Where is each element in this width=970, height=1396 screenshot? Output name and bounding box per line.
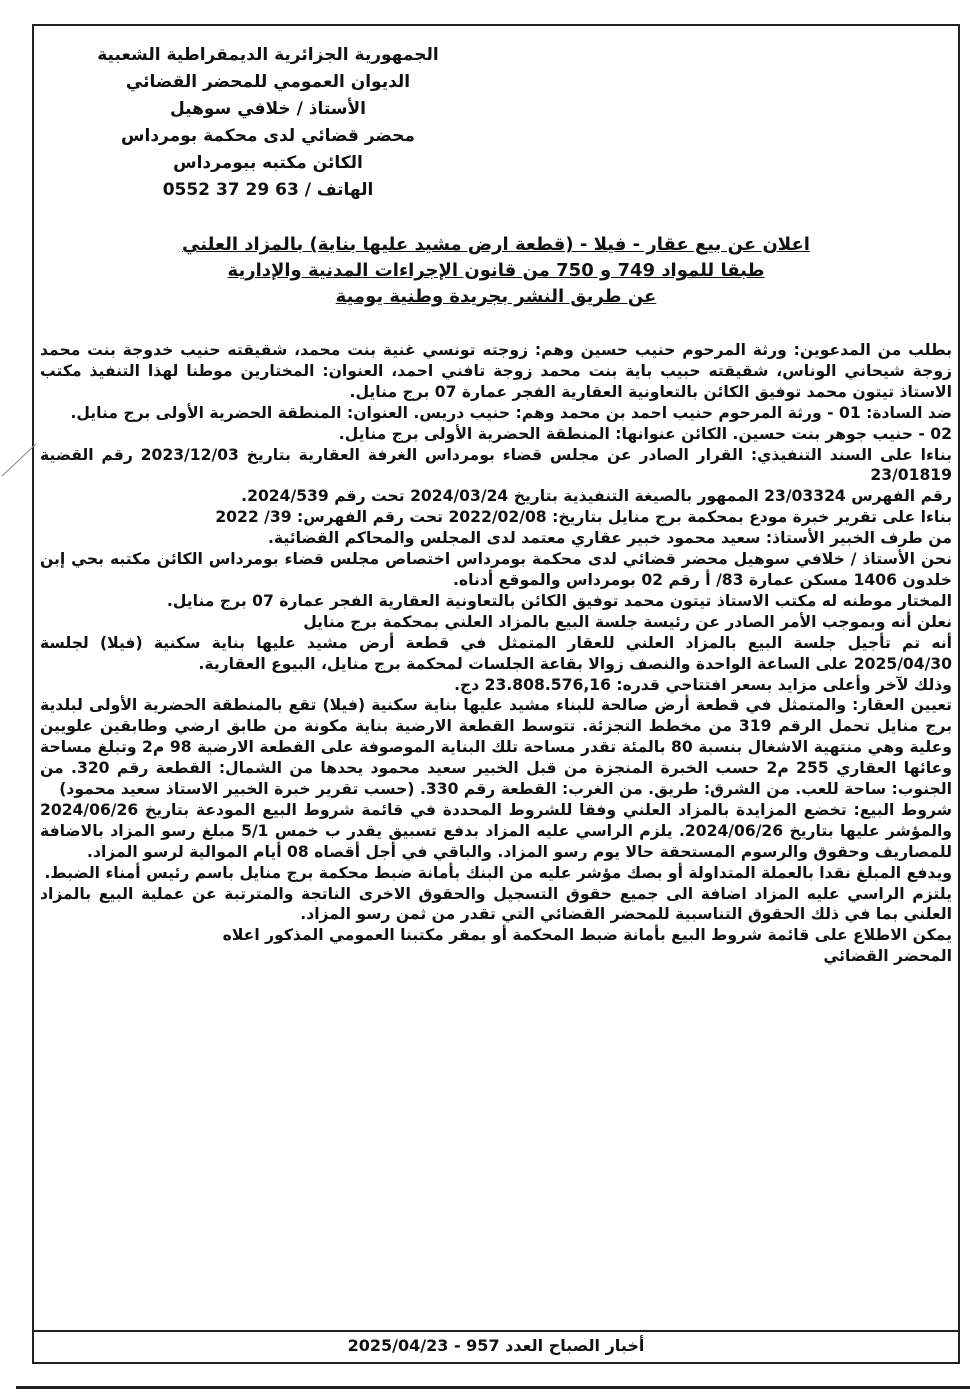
paragraph-obligations: يلتزم الراسي عليه المزاد اضافة الى جميع حقوق التسجيل والحقوق الاخرى الناتجة والمترتبة عن عملية البيع بالمزاد العلني بما في ذلك الحقوق التناسبية للمحضر القضائي التي تقدر من ثمن رسو المزاد.	[40, 884, 952, 924]
paragraph-sale-conditions: شروط البيع: تخضع المزايدة بالمزاد العلني وفقا للشروط المحددة في قائمة شروط البيع المودعة بتاريخ 2024/06/26 والمؤشر عليها بتاريخ 2024/06/26. يلزم الراسي عليه المزاد بدفع تسبيق يقدر ب خمس 5/1 مبلغ رسو المزاد بالاضافة للمصاريف وحقوق والرسوم المستحقة حالا يوم رسو المزاد. والباقي في أجل أقصاه 08 أيام الموالية لرسو المزاد.	[40, 800, 952, 861]
header-republic: الجمهورية الجزائرية الديمقراطية الشعبية	[97, 45, 439, 65]
paragraph-expert-report: بناءا على تقرير خبرة مودع بمحكمة برج منايل بتاريخ: 2022/02/08 تحت رقم الفهرس: 39/ 2022	[215, 508, 952, 527]
paragraph-consultation: يمكن الاطلاع على قائمة شروط البيع بأمانة ضبط المحكمة أو بمقر مكتبنا العمومي المذكور اعلاه	[222, 926, 952, 945]
paragraph-payment: ويدفع المبلغ نقدا بالعملة المتداولة أو بصك مؤشر عليه من البنك بأمانة ضبط محكمة برج منايل باسم رئيس أمناء الضبط.	[44, 863, 952, 882]
paragraph-defendants: ضد السادة: 01 - ورثة المرحوم حنيب احمد بن محمد وهم: حنيب دريس. العنوان: المنطقة الحضرية الأولى برج منايل.	[70, 403, 952, 422]
notice-frame	[32, 24, 960, 1364]
notice-body	[40, 340, 952, 967]
header-bailiff-name: الأستاذ / خلافي سوهيل	[170, 99, 366, 119]
paragraph-expert-name: من طرف الخبير الأستاذ: سعيد محمود خبير عقاري معتمد لدى المجلس والمحاكم القضائية.	[268, 529, 952, 548]
footer-divider	[34, 1330, 958, 1332]
header-phone: الهاتف / 63 29 37 0552	[162, 180, 374, 200]
header-location: الكائن مكتبه ببومرداس	[173, 153, 363, 173]
title-main: اعلان عن بيع عقار - فيلا - (قطعة ارض مشيد عليها بناية) بالمزاد العلني	[182, 234, 810, 255]
paragraph-postponement: أنه تم تأجيل جلسة البيع بالمزاد العلني للعقار المتمثل في قطعة أرض مشيد عليها بناية سكنية (فيلا) لجلسة 2025/04/30 على الساعة الواحدة والنصف زوالا بقاعة الجلسات لمحكمة برج منايل، البيوع العقارية.	[40, 633, 952, 673]
header-court: محضر قضائي لدى محكمة بومرداس	[121, 126, 415, 146]
signature: المحضر القضائي	[823, 947, 952, 966]
scan-artifact-mark	[0, 440, 40, 480]
notice-titles	[34, 232, 958, 310]
title-publication: عن طريق النشر بجريدة وطنية يومية	[335, 286, 657, 307]
paragraph-executive-title: بناءا على السند التنفيذي: القرار الصادر عن مجلس قضاء بومرداس الغرفة العقارية بتاريخ 2023/12/03 رقم القضية 23/01819	[40, 445, 953, 485]
paragraph-announcement: نعلن أنه وبموجب الأمر الصادر عن رئيسة جلسة البيع بالمزاد العلني بمحكمة برج منايل	[303, 612, 952, 631]
header-office: الديوان العمومي للمحضر القضائي	[125, 72, 411, 92]
publication-footer: أخبار الصباح العدد 957 - 2025/04/23	[347, 1336, 645, 1355]
page-bottom-border	[16, 1386, 970, 1389]
title-legal-basis: طبقا للمواد 749 و 750 من قانون الإجراءات المدنية والإدارية	[227, 260, 765, 281]
paragraph-defendant-2: 02 - حنيب جوهر بنت حسين. الكائن عنوانها: المنطقة الحضرية الأولى برج منايل.	[338, 424, 952, 443]
paragraph-property-description: تعيين العقار: والمتمثل في قطعة أرض صالحة للبناء مشيد عليها بناية سكنية (فيلا) تقع بالمنطقة الحضرية الأولى لبلدية برج منايل تحمل الرقم 319 من مخطط التجزئة. تتوسط القطعة الارضية بناية مكونة من طابق ارضي وطابقين علويين وعلية وهي منتهية الاشغال بنسبة 80 بالمئة تقدر مساحة تلك البناية الموصوفة على القطعة الارضية 98 م2 وتبلغ مساحة وعائها العقاري 255 م2 حسب الخبرة المنجزة من قبل الخبير سعيد محمود يحدها من الشمال: القطعة رقم 320. من الجنوب: ساحة للعب. من الشرق: طريق. من الغرب: القطعة رقم 330. (حسب تقرير خبرة الخبير الاستاذ سعيد محمود)	[40, 696, 953, 799]
paragraph-index-number: رقم الفهرس 23/03324 الممهور بالصيغة التنفيذية بتاريخ 2024/03/24 تحت رقم 2024/539.	[241, 487, 952, 506]
paragraph-domicile: المختار موطنه له مكتب الاستاذ تيتون محمد توفيق الكائن بالتعاونية العقارية الفجر عمارة 07 برج منايل.	[166, 591, 952, 610]
paragraph-opening-price: وذلك لآخر وأعلى مزايد بسعر افتتاحي قدره: 23.808.576,16 دج.	[454, 675, 952, 694]
paragraph-petitioners: بطلب من المدعوين: ورثة المرحوم حنيب حسين وهم: زوجته تونسي غنية بنت محمد، شقيقته حنيب خدوجة بنت محمد زوجة شيحاني الوناس، شقيقته حبيب باية بنت محمد زوجة تافني احمد، العنوان: المختارين موطنا لهذا التنفيذ مكتب الاستاذ تيتون محمد توفيق الكائن بالتعاونية العقارية الفجر عمارة 07 برج منايل.	[40, 341, 952, 401]
office-header	[34, 42, 958, 204]
paragraph-bailiff: نحن الأستاذ / خلافي سوهيل محضر قضائي لدى محكمة بومرداس اختصاص مجلس قضاء بومرداس الكائن مكتبه بحي إبن خلدون 1406 مسكن عمارة 83/ أ رقم 02 بومرداس والموقع أدناه.	[40, 550, 952, 589]
